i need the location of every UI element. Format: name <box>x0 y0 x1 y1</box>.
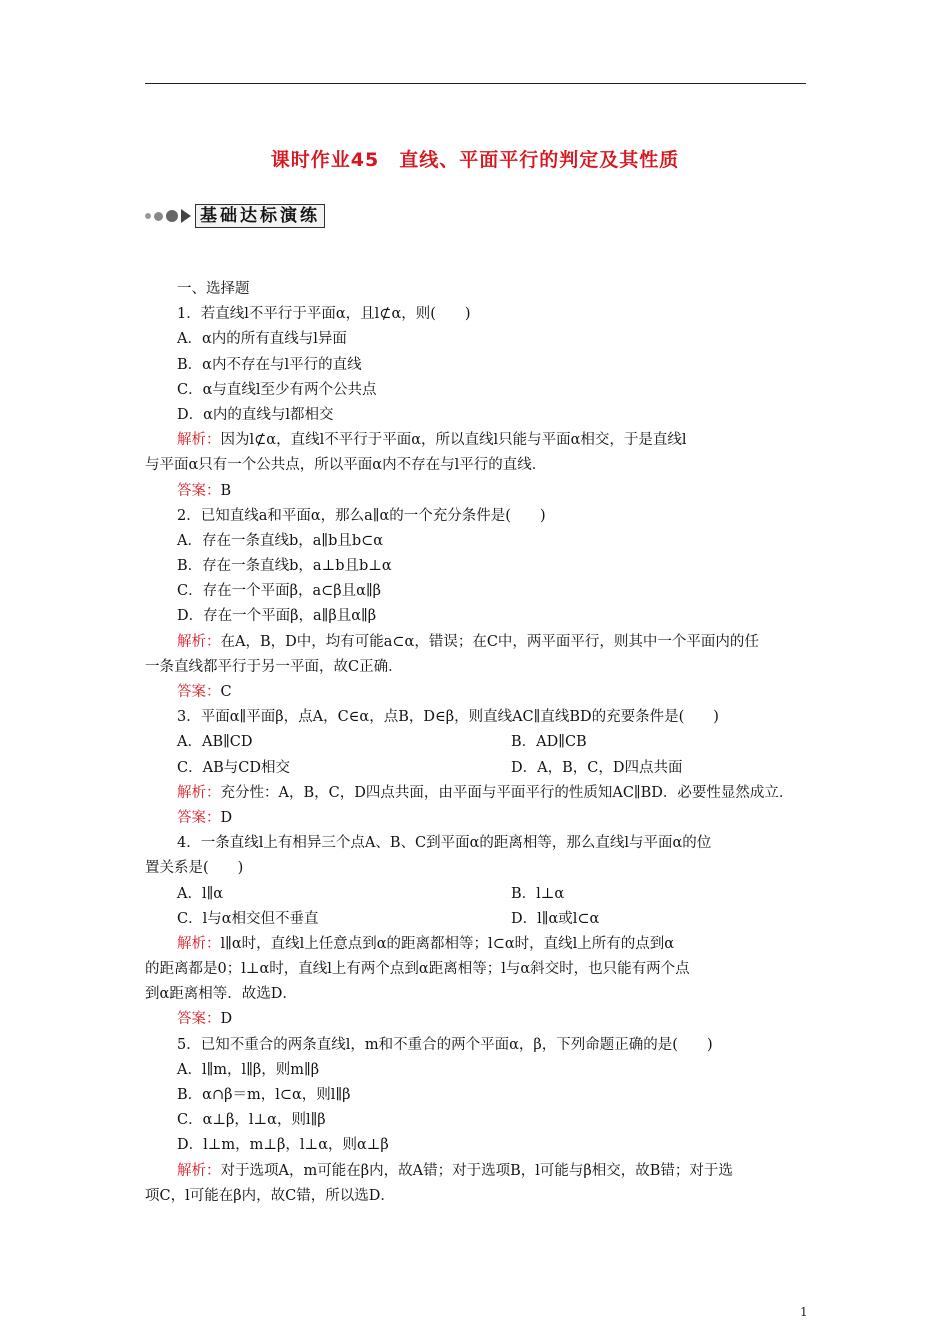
option-row <box>145 907 806 932</box>
line-text: 对于选项A，m可能在β内，故A错；对于选项B，l可能与β相交，故B错；对于选 <box>220 1162 733 1179</box>
answer-line <box>145 1007 806 1032</box>
option-text: B．l⊥α <box>511 885 565 902</box>
text-line <box>145 604 806 629</box>
text-line <box>145 1184 806 1209</box>
answer-label: 解析： <box>177 633 221 650</box>
dot-icon <box>145 213 151 219</box>
text-line <box>145 327 806 352</box>
dot-icon <box>154 212 163 221</box>
line-text: 一条直线都平行于另一平面，故C正确． <box>145 658 403 675</box>
answer-label: 解析： <box>177 1162 221 1179</box>
line-text: D <box>220 1011 233 1028</box>
option-text: A．l∥α <box>177 885 224 902</box>
text-line <box>145 831 806 856</box>
option-text: D．A，B，C，D四点共面 <box>511 759 683 776</box>
line-text: C．α⊥β，l⊥α，则l∥β <box>177 1112 326 1129</box>
line-text: 1．若直线l不平行于平面α，且l⊄α，则( ) <box>177 306 471 323</box>
text-line <box>145 856 806 881</box>
answer-label: 答案： <box>177 1011 221 1028</box>
line-text: C．存在一个平面β，a⊂β且α∥β <box>177 583 382 600</box>
dot-icon <box>166 210 178 222</box>
text-line <box>145 1108 806 1133</box>
line-text: 一、选择题 <box>177 281 250 297</box>
answer-line <box>145 806 806 831</box>
answer-line <box>145 680 806 705</box>
answer-label: 解析： <box>177 935 221 952</box>
page-number: 1 <box>800 1305 808 1319</box>
page-title: 课时作业45 直线、平面平行的判定及其性质 <box>270 149 680 171</box>
text-line <box>145 529 806 554</box>
section-banner-label: 基础达标演练 <box>195 204 325 228</box>
answer-line <box>145 630 806 655</box>
line-text: D <box>220 809 233 826</box>
line-text: 置关系是( ) <box>145 860 244 877</box>
text-line <box>145 554 806 579</box>
line-text: 在A，B，D中，均有可能a⊂α，错误；在C中，两平面平行，则其中一个平面内的任 <box>220 633 759 650</box>
line-text: 因为l⊄α，直线l不平行于平面α，所以直线l只能与平面α相交，于是直线l <box>220 432 687 449</box>
line-text: 项C，l可能在β内，故C错，所以选D． <box>145 1187 395 1204</box>
line-text: l∥α时，直线l上任意点到α的距离都相等；l⊂α时，直线l上所有的点到α <box>220 935 675 952</box>
line-text: 充分性：A，B，C，D四点共面，由平面与平面平行的性质知AC∥BD．必要性显然成立． <box>220 784 794 801</box>
line-text: 的距离都是0；l⊥α时，直线l上有两个点到α距离相等；l与α斜交时，也只能有两个点 <box>145 961 690 978</box>
text-line <box>145 277 806 302</box>
answer-line <box>145 1159 806 1184</box>
line-text: C <box>220 684 232 700</box>
option-text: D．l∥α或l⊂α <box>511 910 600 927</box>
line-text: B．存在一条直线b，a⊥b且b⊥α <box>177 558 392 575</box>
answer-label: 解析： <box>177 432 221 449</box>
text-line <box>145 705 806 730</box>
line-text: D．α内的直线与l都相交 <box>177 406 334 423</box>
option-text: C．l与α相交但不垂直 <box>177 910 319 927</box>
line-text: C．α与直线l至少有两个公共点 <box>177 381 377 398</box>
line-text: B <box>220 482 232 499</box>
line-text: 2．已知直线a和平面α，那么a∥α的一个充分条件是( ) <box>177 507 546 524</box>
text-line <box>145 655 806 680</box>
line-text: A．α内的所有直线与l异面 <box>177 331 347 348</box>
section-banner <box>145 204 325 228</box>
line-text: A．l∥m，l∥β，则m∥β <box>177 1061 320 1078</box>
answer-label: 解析： <box>177 784 221 801</box>
option-text: A．AB∥CD <box>177 734 253 751</box>
option-text: C．AB与CD相交 <box>177 759 290 776</box>
option-row <box>145 730 806 755</box>
line-text: B．α内不存在与l平行的直线 <box>177 356 362 373</box>
answer-line <box>145 428 806 453</box>
line-text: B．α∩β＝m，l⊂α，则l∥β <box>177 1087 351 1103</box>
answer-line <box>145 932 806 957</box>
text-line <box>145 504 806 529</box>
answer-label: 答案： <box>177 684 221 700</box>
exercise-content <box>145 277 806 1209</box>
option-text: B．AD∥CB <box>511 734 587 751</box>
text-line <box>145 353 806 378</box>
header-rule <box>145 83 806 84</box>
line-text: 4．一条直线l上有相异三个点A、B、C到平面α的距离相等，那么直线l与平面α的位 <box>177 835 712 852</box>
text-line <box>145 378 806 403</box>
answer-line <box>145 781 806 806</box>
line-text: 到α距离相等．故选D． <box>145 986 297 1003</box>
answer-label: 答案： <box>177 482 221 499</box>
text-line <box>145 403 806 428</box>
text-line <box>145 453 806 478</box>
answer-label: 答案： <box>177 809 221 826</box>
line-text: 与平面α只有一个公共点，所以平面α内不存在与l平行的直线． <box>145 457 547 474</box>
text-line <box>145 302 806 327</box>
option-row <box>145 882 806 907</box>
text-line <box>145 1133 806 1158</box>
line-text: D．l⊥m，m⊥β，l⊥α，则α⊥β <box>177 1137 389 1154</box>
option-row <box>145 756 806 781</box>
text-line <box>145 982 806 1007</box>
text-line <box>145 1083 806 1108</box>
line-text: 5．已知不重合的两条直线l，m和不重合的两个平面α，β，下列命题正确的是( ) <box>177 1036 713 1053</box>
text-line <box>145 1033 806 1058</box>
text-line <box>145 1058 806 1083</box>
line-text: D．存在一个平面β，a∥β且α∥β <box>177 608 377 625</box>
line-text: 3．平面α∥平面β，点A，C∈α，点B，D∈β，则直线AC∥直线BD的充要条件是( ) <box>177 709 719 726</box>
arrow-right-icon <box>181 209 191 223</box>
answer-line <box>145 479 806 504</box>
text-line <box>145 579 806 604</box>
line-text: A．存在一条直线b，a∥b且b⊂α <box>177 532 384 549</box>
text-line <box>145 957 806 982</box>
